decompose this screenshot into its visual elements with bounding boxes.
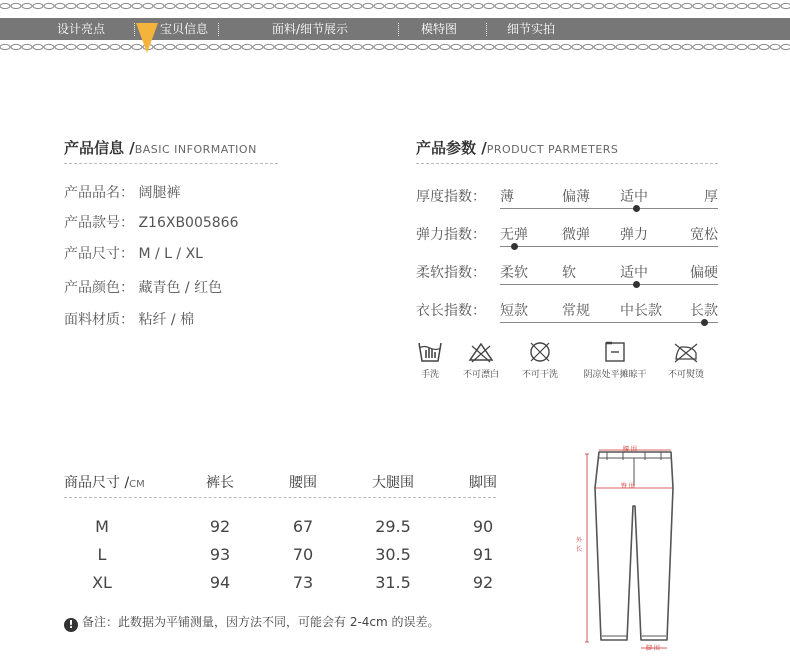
chain-link: [308, 44, 318, 49]
param-option: 无弹: [500, 227, 528, 243]
chain-link: [176, 44, 186, 49]
chain-link: [275, 3, 285, 8]
chain-link: [286, 3, 296, 8]
param-option: 长款: [690, 303, 718, 319]
chain-link: [660, 3, 670, 8]
chain-link: [286, 44, 296, 49]
chain-link: [209, 44, 219, 49]
chain-link: [550, 3, 560, 8]
info-label: 产品品名：: [64, 185, 134, 201]
size-table-header-size: [64, 472, 145, 492]
nav-separator: [134, 23, 135, 36]
chain-link: [121, 3, 131, 8]
chain-link: [297, 44, 307, 49]
chain-link: [715, 3, 725, 8]
chain-link: [748, 44, 758, 49]
chain-link: [198, 44, 208, 49]
chain-link: [781, 44, 790, 49]
chain-link: [187, 44, 197, 49]
chain-border-top: [0, 2, 790, 10]
chain-link: [374, 3, 384, 8]
chain-link: [495, 44, 505, 49]
chain-link: [88, 44, 98, 49]
no-dry-clean-icon: [527, 340, 553, 364]
size-table-cell: 29.5: [375, 517, 411, 536]
param-scale-track: [500, 246, 718, 247]
param-option: 偏薄: [562, 189, 590, 205]
chain-link: [440, 44, 450, 49]
size-table-header-waist: 腰围: [289, 475, 317, 491]
info-label: 产品尺寸：: [64, 246, 134, 262]
param-option: 宽松: [690, 227, 718, 243]
info-label: 面料材质：: [64, 312, 134, 328]
chain-link: [572, 44, 582, 49]
chain-link: [715, 44, 725, 49]
care-label: 不可漂白: [462, 370, 499, 380]
chain-link: [0, 3, 10, 8]
chain-link: [561, 3, 571, 8]
chain-link: [704, 44, 714, 49]
param-option: 弹力: [620, 227, 648, 243]
chain-link: [385, 3, 395, 8]
nav-tab-design-highlights[interactable]: 设计亮点: [57, 22, 106, 36]
active-tab-indicator: [136, 23, 158, 53]
chain-link: [693, 44, 703, 49]
chain-link: [649, 3, 659, 8]
param-option: 短款: [500, 303, 528, 319]
chain-link: [110, 3, 120, 8]
pants-measurement-diagram: [576, 440, 695, 656]
product-info-subtitle: BASIC INFORMATION: [134, 143, 257, 156]
measurement-note: [64, 613, 440, 632]
chain-link: [693, 3, 703, 8]
size-table-cell: 92: [472, 573, 494, 592]
chain-link: [495, 3, 505, 8]
chain-link: [407, 3, 417, 8]
chain-link: [594, 44, 604, 49]
size-table-cell: 93: [209, 545, 231, 564]
chain-link: [363, 44, 373, 49]
diagram-label-hip: 臀 围: [621, 483, 635, 490]
care-no-dry-clean: [518, 340, 562, 380]
chain-link: [484, 3, 494, 8]
chain-link: [528, 3, 538, 8]
chain-link: [462, 3, 472, 8]
chain-link: [682, 44, 692, 49]
no-bleach-icon: [466, 340, 496, 364]
param-option: 适中: [620, 265, 648, 281]
chain-link: [154, 3, 164, 8]
info-label: 产品颜色：: [64, 280, 134, 296]
info-row-material: [64, 309, 194, 329]
size-table-cell: 91: [472, 545, 494, 564]
care-no-iron: [664, 340, 708, 380]
info-row-size: [64, 243, 203, 263]
chain-link: [275, 44, 285, 49]
chain-link: [418, 44, 428, 49]
size-table-cell: 94: [209, 573, 231, 592]
header-size-label: 商品尺寸 /: [64, 475, 130, 491]
care-label: 阴凉处平摊晾干: [583, 370, 647, 380]
diagram-label-waist: 腰 围: [623, 446, 637, 453]
chain-link: [605, 44, 615, 49]
chain-link: [770, 3, 780, 8]
chain-link: [451, 44, 461, 49]
chain-link: [66, 44, 76, 49]
size-table-cell: 90: [472, 517, 494, 536]
chain-border-bottom: [0, 43, 790, 51]
chain-link: [33, 3, 43, 8]
chain-link: [583, 44, 593, 49]
chain-link: [220, 3, 230, 8]
chain-link: [99, 44, 109, 49]
chain-link: [99, 3, 109, 8]
chain-link: [561, 44, 571, 49]
size-row-label: M: [95, 517, 109, 536]
size-row-label: XL: [92, 573, 112, 592]
chain-link: [187, 3, 197, 8]
chain-link: [165, 44, 175, 49]
size-row-label: L: [97, 545, 107, 564]
chain-link: [242, 3, 252, 8]
param-option: 柔软: [500, 265, 528, 281]
size-table-header-length: 裤长: [206, 475, 234, 491]
chain-link: [44, 3, 54, 8]
chain-link: [539, 3, 549, 8]
chain-link: [506, 3, 516, 8]
param-option: 中长款: [620, 303, 662, 319]
param-scale-track: [500, 284, 718, 285]
chain-link: [440, 3, 450, 8]
chain-link: [220, 44, 230, 49]
chain-link: [22, 3, 32, 8]
divider: [64, 163, 278, 164]
chain-link: [572, 3, 582, 8]
chain-link: [759, 44, 769, 49]
chain-link: [341, 44, 351, 49]
chain-link: [770, 44, 780, 49]
chain-link: [363, 3, 373, 8]
chain-link: [253, 44, 263, 49]
chain-link: [759, 3, 769, 8]
chain-link: [748, 3, 758, 8]
chain-link: [297, 3, 307, 8]
chain-link: [44, 44, 54, 49]
chain-link: [539, 44, 549, 49]
chain-link: [605, 3, 615, 8]
nav-separator: [218, 23, 219, 36]
chain-link: [429, 44, 439, 49]
chain-link: [308, 3, 318, 8]
chain-link: [704, 3, 714, 8]
nav-tab-model-photos[interactable]: 模特图: [421, 22, 458, 36]
size-table-header-thigh: 大腿围: [372, 475, 414, 491]
chain-link: [506, 44, 516, 49]
chain-link: [517, 3, 527, 8]
chain-link: [264, 44, 274, 49]
chain-link: [22, 44, 32, 49]
nav-separator: [398, 23, 399, 36]
param-option: 薄: [500, 189, 514, 205]
chain-link: [132, 3, 142, 8]
chain-link: [649, 44, 659, 49]
chain-link: [11, 44, 21, 49]
size-table-cell: 67: [292, 517, 314, 536]
chain-link: [396, 3, 406, 8]
info-value: Z16XB005866: [138, 215, 239, 231]
chain-link: [143, 3, 153, 8]
chain-link: [77, 44, 87, 49]
product-params-title: [416, 137, 618, 158]
care-no-bleach: [460, 340, 502, 380]
size-table-cell: 92: [209, 517, 231, 536]
nav-tab-detail-shots[interactable]: 细节实拍: [507, 22, 556, 36]
size-table-cell: 70: [292, 545, 314, 564]
chain-link: [209, 3, 219, 8]
chain-link: [330, 3, 340, 8]
exclamation-icon: !: [64, 618, 78, 632]
care-label: 不可熨烫: [667, 370, 704, 380]
chain-link: [66, 3, 76, 8]
param-option: 常规: [562, 303, 590, 319]
header-unit: CM: [129, 479, 145, 490]
chain-link: [231, 3, 241, 8]
chain-link: [121, 44, 131, 49]
detail-nav-bar: [0, 18, 790, 40]
chain-link: [781, 3, 790, 8]
chain-link: [682, 3, 692, 8]
chain-link: [198, 3, 208, 8]
nav-separator: [486, 23, 487, 36]
chain-link: [594, 3, 604, 8]
info-value: M / L / XL: [138, 246, 203, 262]
param-option: 适中: [620, 189, 648, 205]
chain-link: [330, 44, 340, 49]
chain-link: [165, 3, 175, 8]
param-option: 偏硬: [690, 265, 718, 281]
chain-link: [638, 3, 648, 8]
care-hand-wash: [414, 340, 446, 380]
param-selected-dot: [633, 281, 640, 288]
chain-link: [726, 44, 736, 49]
chain-link: [385, 44, 395, 49]
care-label: 不可干洗: [521, 370, 558, 380]
chain-link: [319, 44, 329, 49]
shade-dry-flat-icon: [603, 340, 627, 364]
chain-link: [583, 3, 593, 8]
chain-link: [264, 3, 274, 8]
note-text: 备注：此数据为平铺测量，因方法不同，可能会有 2-4cm 的误差。: [82, 615, 440, 629]
chain-link: [737, 44, 747, 49]
product-info-title-text: 产品信息 /: [64, 139, 135, 157]
chain-link: [253, 3, 263, 8]
care-shade-dry-flat: [578, 340, 652, 380]
chain-link: [407, 44, 417, 49]
chain-link: [517, 44, 527, 49]
info-value: 粘纤 / 棉: [138, 312, 195, 328]
chain-link: [737, 3, 747, 8]
param-label: 衣长指数：: [416, 303, 486, 319]
chain-link: [616, 44, 626, 49]
chain-link: [429, 3, 439, 8]
chain-link: [660, 44, 670, 49]
hand-wash-icon: [417, 340, 443, 364]
care-label: 手洗: [420, 370, 439, 380]
nav-tab-fabric-details[interactable]: 面料/细节展示: [272, 22, 349, 36]
chain-link: [528, 44, 538, 49]
chain-link: [341, 3, 351, 8]
info-value: 阔腿裤: [138, 185, 181, 201]
chain-link: [55, 3, 65, 8]
divider: [416, 163, 718, 164]
no-iron-icon: [671, 340, 701, 364]
chain-link: [484, 44, 494, 49]
diagram-label-length: 外 长: [576, 537, 583, 553]
chain-link: [319, 3, 329, 8]
chain-link: [55, 44, 65, 49]
size-table-header-hem: 脚围: [469, 475, 497, 491]
size-table-cell: 30.5: [375, 545, 411, 564]
param-label: 柔软指数：: [416, 265, 486, 281]
pants-outline-diagram: [583, 440, 695, 656]
info-row-name: [64, 182, 180, 202]
chain-link: [231, 44, 241, 49]
chain-link: [671, 44, 681, 49]
chain-link: [0, 44, 10, 49]
chain-link: [418, 3, 428, 8]
info-row-color: [64, 277, 222, 297]
chain-link: [11, 3, 21, 8]
chain-link: [451, 3, 461, 8]
size-table-cell: 31.5: [375, 573, 411, 592]
param-option: 微弹: [562, 227, 590, 243]
nav-tab-product-info[interactable]: 宝贝信息: [160, 22, 209, 36]
param-option: 软: [562, 265, 576, 281]
product-params-subtitle: PRODUCT PARMETERS: [486, 143, 619, 156]
param-selected-dot: [701, 319, 708, 326]
chain-link: [352, 3, 362, 8]
chain-link: [726, 3, 736, 8]
chain-link: [473, 44, 483, 49]
param-label: 厚度指数：: [416, 189, 486, 205]
chain-link: [77, 3, 87, 8]
chain-link: [33, 44, 43, 49]
param-option: 厚: [704, 189, 718, 205]
param-scale-track: [500, 208, 718, 209]
size-table-cell: 73: [292, 573, 314, 592]
param-label: 弹力指数：: [416, 227, 486, 243]
chain-link: [627, 44, 637, 49]
info-label: 产品款号：: [64, 215, 134, 231]
chain-link: [396, 44, 406, 49]
info-row-style-no: [64, 212, 239, 232]
chain-link: [616, 3, 626, 8]
param-selected-dot: [511, 243, 518, 250]
chain-link: [352, 44, 362, 49]
product-params-title-text: 产品参数 /: [416, 139, 487, 157]
chain-link: [671, 3, 681, 8]
info-value: 藏青色 / 红色: [138, 280, 223, 296]
divider: [64, 497, 496, 498]
product-info-title: [64, 137, 257, 158]
chain-link: [176, 3, 186, 8]
chain-link: [473, 3, 483, 8]
param-selected-dot: [633, 205, 640, 212]
chain-link: [88, 3, 98, 8]
diagram-label-hem: 脚 围: [646, 645, 660, 652]
chain-link: [550, 44, 560, 49]
param-scale-track: [500, 322, 718, 323]
chain-link: [374, 44, 384, 49]
chain-link: [462, 44, 472, 49]
chain-link: [638, 44, 648, 49]
chain-link: [627, 3, 637, 8]
chain-link: [110, 44, 120, 49]
chain-link: [242, 44, 252, 49]
